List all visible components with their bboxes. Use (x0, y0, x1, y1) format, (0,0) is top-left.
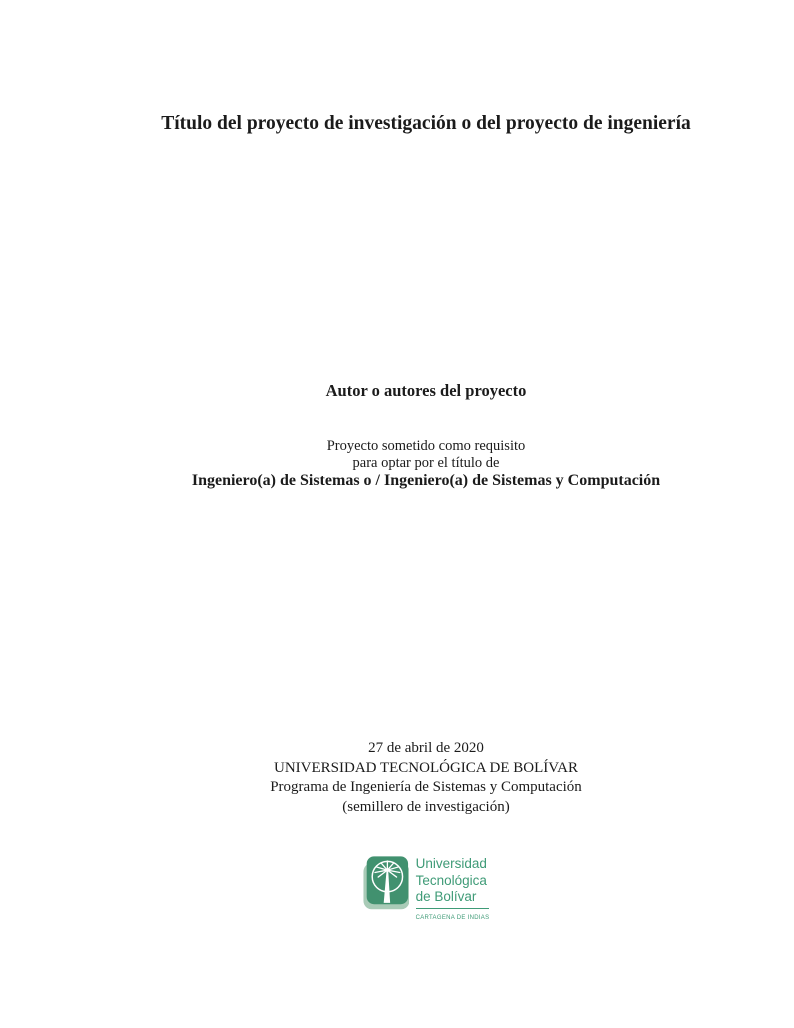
palm-tree-icon (363, 855, 409, 912)
author-line: Autor o autores del proyecto (325, 381, 527, 400)
utb-logo (96, 855, 756, 926)
university-line: UNIVERSIDAD TECNOLÓGICA DE BOLÍVAR (273, 759, 579, 776)
title-page-content (96, 0, 756, 1028)
footer-block (96, 739, 756, 817)
logo-line-de-bolivar: de Bolívar (415, 889, 477, 904)
submission-block (96, 438, 756, 489)
degree-line: Ingeniero(a) de Sistemas o / Ingeniero(a) de Sistemas y Computación (191, 472, 661, 489)
logo-city-line: CARTAGENA DE INDIAS (416, 908, 490, 927)
utb-logo-wordmark (416, 855, 490, 926)
date-line: 27 de abril de 2020 (368, 740, 484, 756)
document-title: Título del proyecto de investigación o del proyecto de ingeniería (161, 113, 691, 134)
submission-line-1: Proyecto sometido como requisito (326, 438, 526, 454)
logo-line-tecnologica: Tecnológica (415, 872, 487, 888)
submission-line-2: para optar por el título de (352, 455, 500, 471)
seedbed-note-line: (semillero de investigación) (342, 798, 510, 815)
program-line: Programa de Ingeniería de Sistemas y Computación (270, 779, 582, 795)
logo-line-universidad: Universidad (415, 856, 487, 871)
